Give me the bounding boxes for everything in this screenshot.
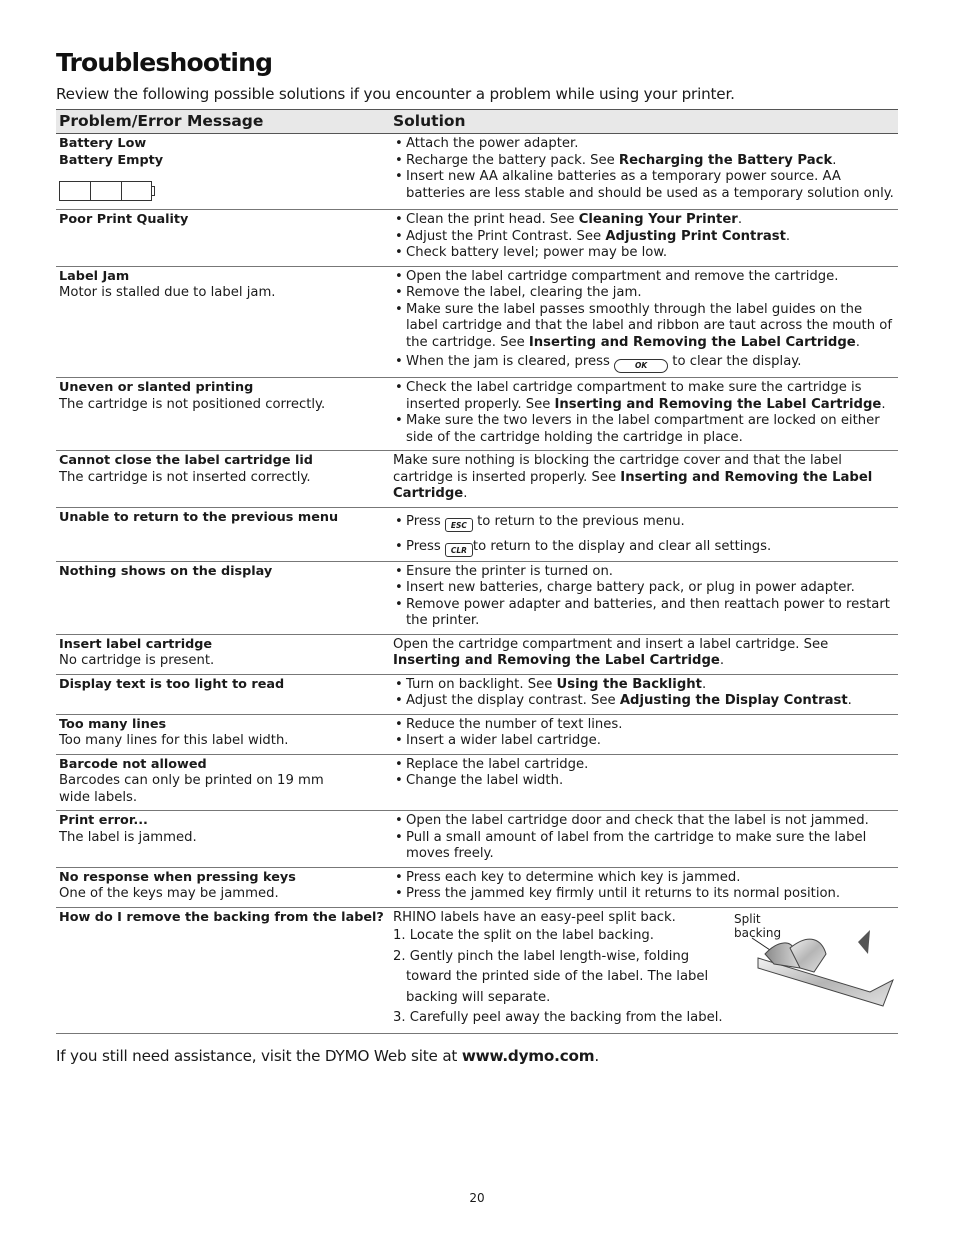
table-row [56,754,898,811]
list-item: • Change the label width. [393,773,895,790]
solution-text: Make sure nothing is blocking the cartridge cover and that the label cartridge is inserted properly. See Inserting and Removing the Label Cartridge. [392,451,898,508]
table-row [56,811,898,868]
solution-list [393,564,895,630]
figure-caption: Split backing [734,911,782,940]
solution-list [393,380,895,446]
header-problem: Problem/Error Message [56,110,392,134]
split-backing-illustration [730,910,895,1020]
list-item: • Reduce the number of text lines. [393,717,895,734]
table-row [56,266,898,378]
table-row [56,134,898,210]
list-item: • Clean the print head. See Cleaning Your Printer. [393,212,895,229]
problem-title: Battery Low [59,136,147,151]
list-item: • Attach the power adapter. [393,136,895,153]
problem-title: Unable to return to the previous menu [59,509,339,525]
reference-link[interactable]: Inserting and Removing the Label Cartridge [393,469,873,501]
list-item: • Press the jammed key firmly until it returns to its normal position. [393,886,895,903]
reference-link[interactable]: Inserting and Removing the Label Cartridge [528,334,856,350]
backing-intro: RHINO labels have an easy-peel split back. [393,909,676,925]
battery-icon [59,181,389,201]
table-header-row [56,110,898,134]
solution-list [393,212,895,262]
solution-list [393,757,895,790]
list-item: • Adjust the Print Contrast. See Adjusting Print Contrast. [393,229,895,246]
reference-link[interactable]: Adjusting the Display Contrast [619,693,848,708]
solution-list [393,514,895,557]
reference-link[interactable]: Using the Backlight [556,676,702,692]
table-row [56,451,898,508]
steps-list [393,926,727,1029]
list-item: • Adjust the display contrast. See Adjusting the Display Contrast. [393,693,895,710]
table-row [56,507,898,561]
table-row [56,378,898,451]
list-item: • Pull a small amount of label from the cartridge to make sure the label moves freely. [393,830,895,863]
dymo-website-link[interactable]: www.dymo.com [461,1046,595,1065]
page [56,48,898,1065]
problem-description: The cartridge is not inserted correctly. [59,469,311,485]
list-item: • Remove power adapter and batteries, and then reattach power to restart the printer. [393,597,895,630]
clr-key-icon: CLR [445,543,473,557]
list-item: 3. Carefully peel away the backing from the label. [393,1010,723,1025]
problem-title: Battery Empty [59,152,164,168]
table-row [56,210,898,267]
ok-key-icon: OK [614,359,668,373]
solution-list [393,136,895,202]
list-item: 2. Gently pinch the label length-wise, folding toward the printed side of the label. The label backing will separate. [393,948,709,1005]
list-item: • Turn on backlight. See Using the Backlight. [393,677,895,694]
page-number: 20 [469,1191,485,1205]
reference-link[interactable]: Cleaning Your Printer [578,212,738,227]
problem-title: Nothing shows on the display [59,563,273,579]
reference-link[interactable]: Adjusting Print Contrast [605,228,786,244]
page-title: Troubleshooting [56,48,273,77]
list-item: • Remove the label, clearing the jam. [393,285,895,302]
table-row [56,867,898,907]
problem-title: Uneven or slanted printing [59,380,254,395]
intro-text: Review the following possible solutions if you encounter a problem while using your printer. [56,85,735,103]
problem-title: Display text is too light to read [59,676,285,692]
problem-description: Too many lines for this label width. [59,733,289,748]
header-solution: Solution [392,110,898,134]
list-item: • When the jam is cleared, press OK to clear the display. [393,354,895,373]
table-row [56,674,898,714]
list-item: • Ensure the printer is turned on. [393,564,895,581]
solution-list [393,677,895,710]
list-item: • Replace the label cartridge. [393,757,895,774]
table-row [56,907,898,1033]
problem-description: Barcodes can only be printed on 19 mm wide labels. [59,773,324,805]
problem-title: Print error... [59,813,148,828]
solution-list [393,269,895,374]
list-item: • Open the label cartridge door and check that the label is not jammed. [393,813,895,830]
list-item: • Insert a wider label cartridge. [393,733,895,750]
problem-title: No response when pressing keys [59,869,296,885]
list-item: • Insert new batteries, charge battery pack, or plug in power adapter. [393,580,895,597]
problem-title: Barcode not allowed [59,756,207,772]
list-item: • Press each key to determine which key is jammed. [393,870,895,887]
esc-key-icon: ESC [445,518,473,532]
reference-link[interactable]: Recharging the Battery Pack [618,152,833,168]
problem-description: Motor is stalled due to label jam. [59,285,276,300]
problem-title: Insert label cartridge [59,636,213,652]
problem-description: No cartridge is present. [59,653,215,668]
solution-list [393,870,895,903]
list-item: • Open the label cartridge compartment and remove the cartridge. [393,269,895,286]
problem-title: Too many lines [59,716,167,732]
solution-text: Open the cartridge compartment and insert a label cartridge. See Inserting and Removing the Label Cartridge. [392,634,898,674]
list-item: • Check the label cartridge compartment to make sure the cartridge is inserted properly. See Inserting and Removing the Label Cartridge. [393,380,895,413]
problem-description: One of the keys may be jammed. [59,886,279,901]
problem-title: Poor Print Quality [59,212,189,227]
list-item: • Recharge the battery pack. See Recharging the Battery Pack. [393,153,895,170]
table-row [56,634,898,674]
problem-description: The label is jammed. [59,829,197,845]
problem-description: The cartridge is not positioned correctly. [59,396,326,412]
problem-title: Label Jam [59,268,130,284]
list-item: • Check battery level; power may be low. [393,245,895,262]
list-item: • Make sure the label passes smoothly through the label guides on the label cartridge and that the label and ribbon are taut across the mouth of the cartridge. See Inserting and Removing the Label Cartridge. [393,302,895,352]
list-item: • Press CLR to return to the display and clear all settings. [393,539,895,557]
reference-link[interactable]: Inserting and Removing the Label Cartridge [554,396,882,412]
table-row [56,714,898,754]
troubleshooting-table [56,109,898,1034]
list-item: • Make sure the two levers in the label compartment are locked on either side of the cartridge holding the cartridge in place. [393,413,895,446]
reference-link[interactable]: Inserting and Removing the Label Cartridge [393,653,720,668]
list-item: • Insert new AA alkaline batteries as a temporary power source. AA batteries are less stable and should be used as a temporary solution only. [393,169,895,202]
solution-list [393,813,895,863]
solution-list [393,717,895,750]
list-item: 1. Locate the split on the label backing. [393,928,654,943]
table-row [56,561,898,634]
problem-title: How do I remove the backing from the label? [59,909,384,925]
footer-note: If you still need assistance, visit the DYMO Web site at www.dymo.com. [56,1046,600,1065]
list-item: • Press ESC to return to the previous menu. [393,514,895,532]
problem-title: Cannot close the label cartridge lid [59,453,313,468]
